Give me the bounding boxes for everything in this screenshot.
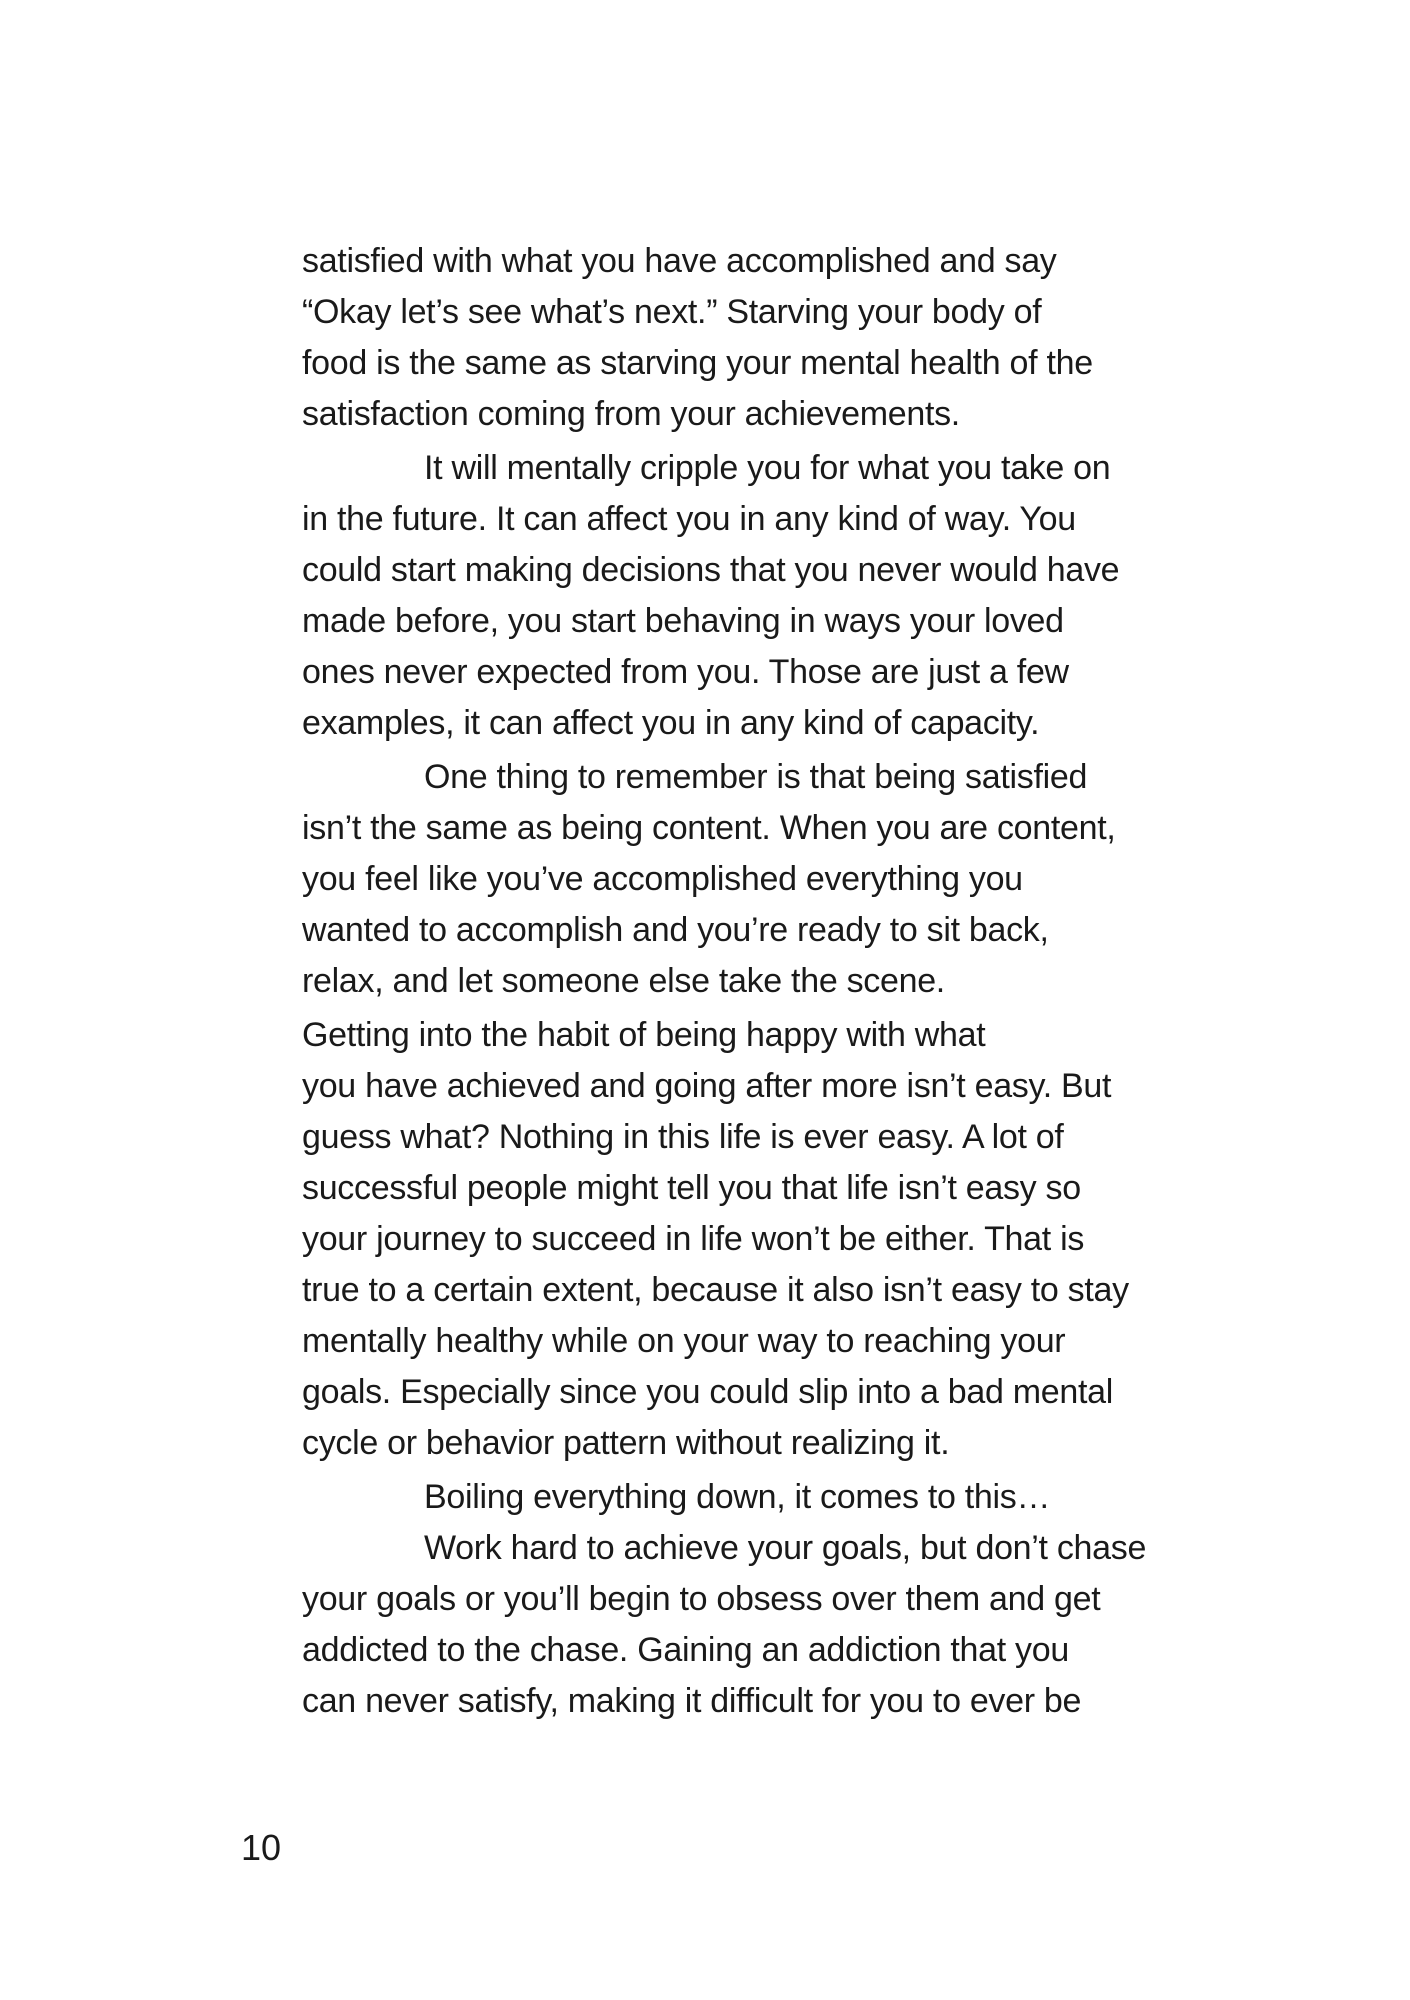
text-line: true to a certain extent, because it also isn’t easy to stay: [302, 1271, 1129, 1309]
text-line: you feel like you’ve accomplished everything you: [302, 860, 1023, 898]
text-line: successful people might tell you that life isn’t easy so: [302, 1169, 1081, 1207]
text-line: goals. Especially since you could slip into a bad mental: [302, 1373, 1114, 1411]
text-line: wanted to accomplish and you’re ready to sit back,: [302, 911, 1049, 949]
text-line: “Okay let’s see what’s next.” Starving your body of: [302, 293, 1042, 331]
body-text: [302, 236, 1162, 1727]
text-line: cycle or behavior pattern without realizing it.: [302, 1424, 950, 1462]
text-line: food is the same as starving your mental health of the: [302, 344, 1093, 382]
text-line: examples, it can affect you in any kind of capacity.: [302, 704, 1040, 742]
text-line: It will mentally cripple you for what you take on: [424, 449, 1111, 487]
text-line: guess what? Nothing in this life is ever easy. A lot of: [302, 1118, 1064, 1156]
page-number: 10: [241, 1827, 282, 1868]
text-line: could start making decisions that you never would have: [302, 551, 1120, 589]
text-line: relax, and let someone else take the scene.: [302, 962, 945, 1000]
text-line: satisfied with what you have accomplished and say: [302, 242, 1057, 280]
text-line: you have achieved and going after more isn’t easy. But: [302, 1067, 1112, 1105]
text-line: your journey to succeed in life won’t be either. That is: [302, 1220, 1085, 1258]
text-line: isn’t the same as being content. When you are content,: [302, 809, 1116, 847]
text-line: made before, you start behaving in ways your loved: [302, 602, 1064, 640]
text-line: addicted to the chase. Gaining an addiction that you: [302, 1631, 1069, 1669]
text-line: can never satisfy, making it difficult for you to ever be: [302, 1682, 1082, 1720]
text-line: satisfaction coming from your achievements.: [302, 395, 960, 433]
text-line: Getting into the habit of being happy with what: [302, 1016, 986, 1054]
text-line: Work hard to achieve your goals, but don’t chase: [424, 1529, 1147, 1567]
text-line: your goals or you’ll begin to obsess over them and get: [302, 1580, 1101, 1618]
text-line: Boiling everything down, it comes to this…: [424, 1478, 1051, 1516]
text-line: mentally healthy while on your way to reaching your: [302, 1322, 1066, 1360]
text-line: ones never expected from you. Those are just a few: [302, 653, 1069, 691]
text-line: One thing to remember is that being satisfied: [424, 758, 1088, 796]
text-line: in the future. It can affect you in any kind of way. You: [302, 500, 1076, 538]
